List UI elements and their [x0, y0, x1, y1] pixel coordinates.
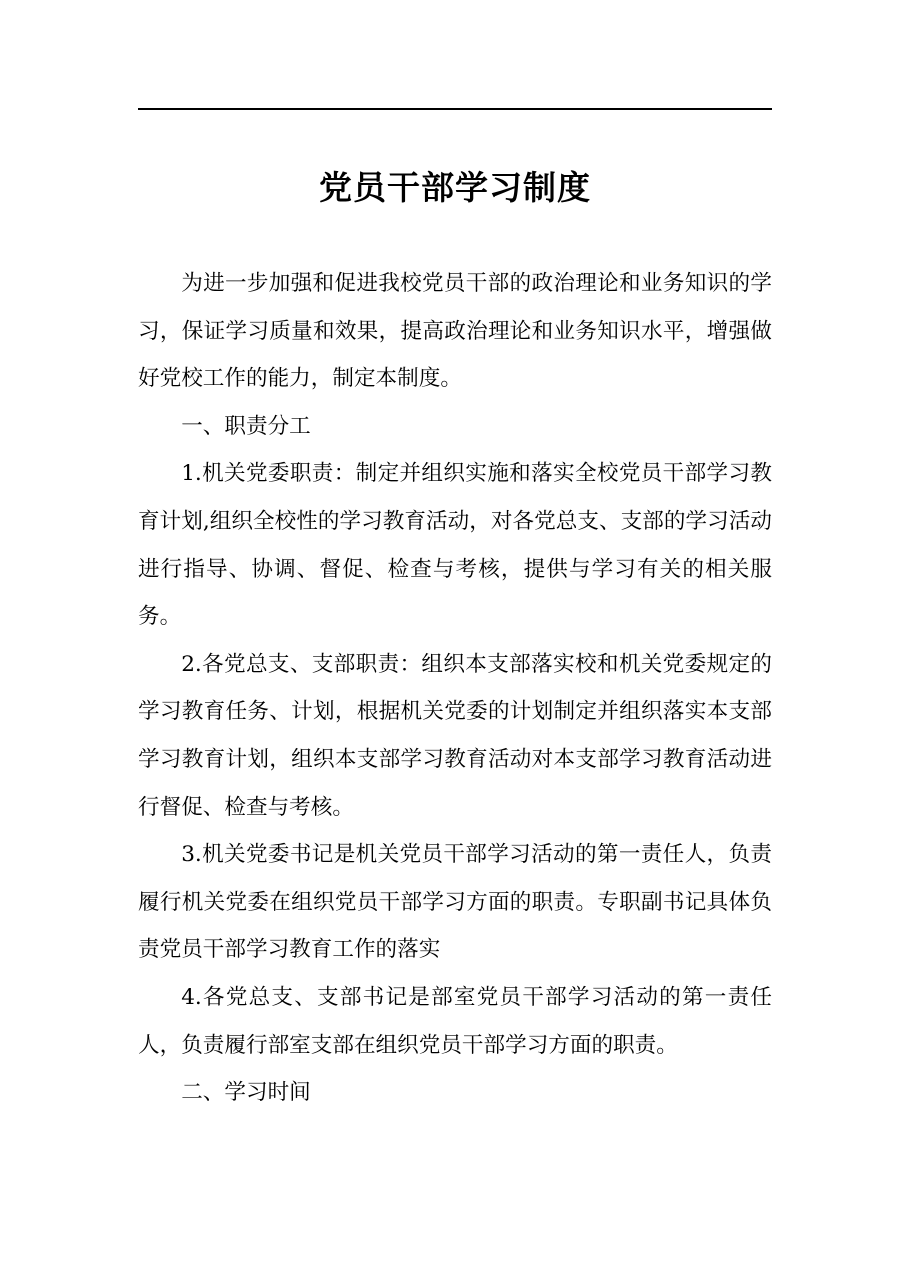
section-heading-responsibilities: 一、职责分工	[181, 413, 311, 439]
intro-paragraph: 为进一步加强和促进我校党员干部的政治理论和业务知识的学习，保证学习质量和效果，提高政治理论和业务知识水平，增强做好党校工作的能力，制定本制度。	[138, 271, 772, 392]
section-heading-study-time: 二、学习时间	[181, 1080, 311, 1106]
document-title: 党员干部学习制度	[319, 168, 591, 207]
responsibility-item-1: 1.机关党委职责：制定并组织实施和落实全校党员干部学习教育计划,组织全校性的学习教育活动，对各党总支、支部的学习活动进行指导、协调、督促、检查与考核，提供与学习有关的相关服务。	[138, 461, 772, 630]
responsibility-item-3: 3.机关党委书记是机关党员干部学习活动的第一责任人，负责履行机关党委在组织党员干部学习方面的职责。专职副书记具体负责党员干部学习教育工作的落实	[138, 842, 772, 963]
document-body	[138, 260, 772, 1117]
responsibility-item-4: 4.各党总支、支部书记是部室党员干部学习活动的第一责任人，负责履行部室支部在组织党员干部学习方面的职责。	[138, 984, 772, 1058]
responsibility-item-2: 2.各党总支、支部职责：组织本支部落实校和机关党委规定的学习教育任务、计划，根据机关党委的计划制定并组织落实本支部学习教育计划，组织本支部学习教育活动对本支部学习教育活动进行督促、检查与考核。	[138, 651, 772, 820]
header-rule	[138, 108, 772, 110]
